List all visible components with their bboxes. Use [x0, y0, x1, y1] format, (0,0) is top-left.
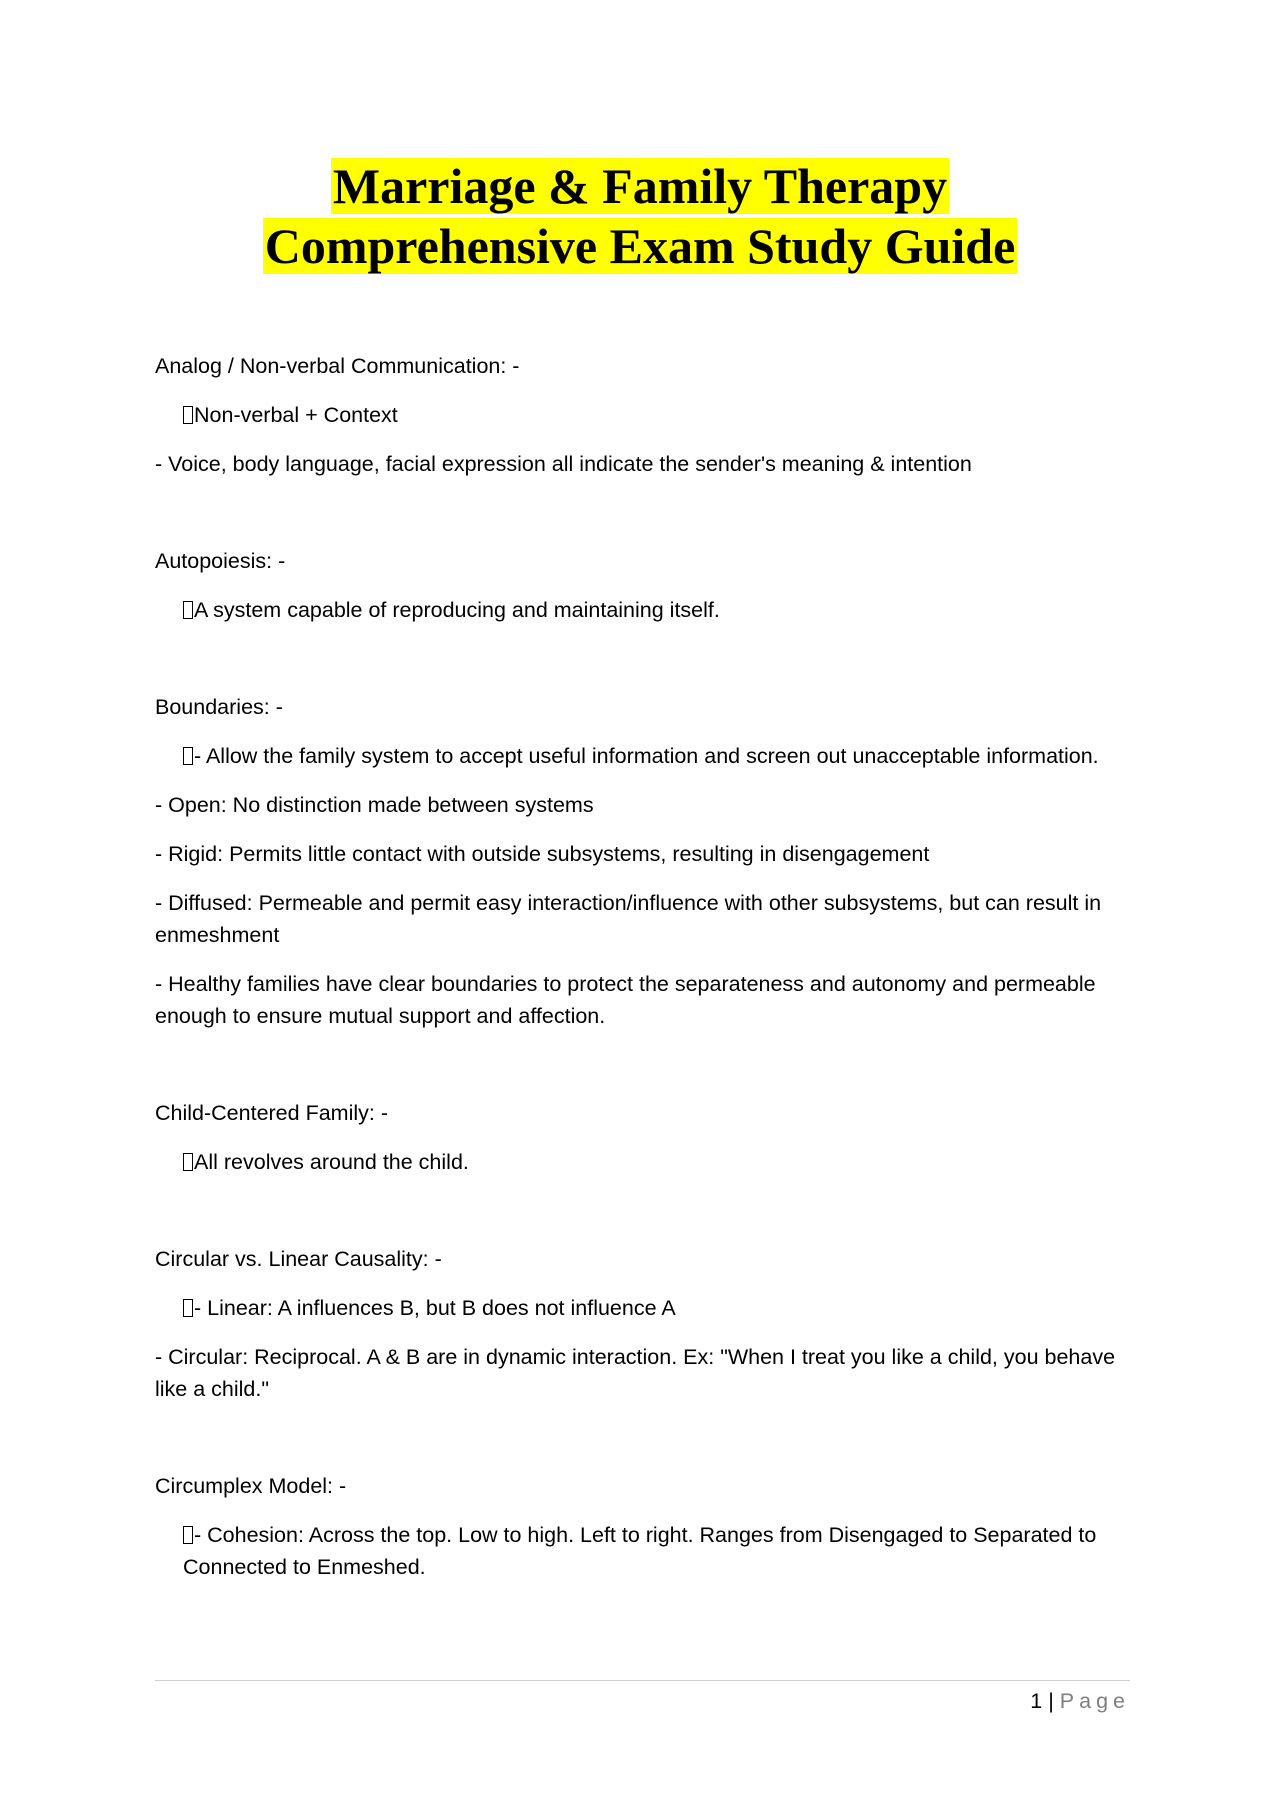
- title-line-2: Comprehensive Exam Study Guide: [264, 218, 1016, 274]
- glossary-content: [155, 350, 1135, 1583]
- entry-term: Circular vs. Linear Causality: -: [155, 1247, 442, 1271]
- missing-glyph-icon: [183, 1153, 193, 1171]
- entry-line: - Rigid: Permits little contact with outside subsystems, resulting in disengagement: [155, 842, 930, 866]
- footer-separator: |: [1048, 1689, 1054, 1713]
- glossary-entry: [155, 691, 1135, 1032]
- missing-glyph-icon: [183, 1526, 193, 1544]
- entry-line: A system capable of reproducing and maintaining itself.: [155, 594, 1135, 626]
- glossary-entry: [155, 1243, 1135, 1405]
- glossary-entry: [155, 545, 1135, 626]
- missing-glyph-icon: [183, 1299, 193, 1317]
- page-label: Page: [1059, 1689, 1130, 1713]
- entry-line: - Allow the family system to accept useful information and screen out unacceptable information.: [155, 740, 1135, 772]
- document-title: [0, 156, 1280, 276]
- entry-line: - Voice, body language, facial expression all indicate the sender's meaning & intention: [155, 452, 972, 476]
- glossary-entry: [155, 1097, 1135, 1178]
- missing-glyph-icon: [183, 601, 193, 619]
- missing-glyph-icon: [183, 406, 193, 424]
- entry-term: Autopoiesis: -: [155, 549, 286, 573]
- entry-line: - Linear: A influences B, but B does not influence A: [155, 1292, 1135, 1324]
- page-footer: [155, 1686, 1130, 1716]
- entry-line: - Open: No distinction made between systems: [155, 793, 594, 817]
- glossary-entry: [155, 350, 1135, 480]
- entry-line: - Healthy families have clear boundaries to protect the separateness and autonomy and permeable enough to ensure mutual support and affection.: [155, 972, 1096, 1028]
- missing-glyph-icon: [183, 747, 193, 765]
- entry-line: Non-verbal + Context: [155, 399, 1135, 431]
- entry-term: Analog / Non-verbal Communication: -: [155, 354, 520, 378]
- glossary-entry: [155, 1470, 1135, 1583]
- entry-line: - Diffused: Permeable and permit easy interaction/influence with other subsystems, but can result in enmeshment: [155, 891, 1102, 947]
- entry-line: All revolves around the child.: [155, 1146, 1135, 1178]
- entry-term: Child-Centered Family: -: [155, 1101, 388, 1125]
- footer-divider: [155, 1680, 1130, 1681]
- entry-term: Circumplex Model: -: [155, 1474, 347, 1498]
- title-line-1: Marriage & Family Therapy: [332, 158, 948, 214]
- entry-line: - Circular: Reciprocal. A & B are in dynamic interaction. Ex: "When I treat you like a child, you behave like a child.": [155, 1345, 1116, 1401]
- entry-term: Boundaries: -: [155, 695, 283, 719]
- page-number: 1: [1030, 1689, 1043, 1713]
- entry-line: - Cohesion: Across the top. Low to high. Left to right. Ranges from Disengaged to Separated to Connected to Enmeshed.: [183, 1523, 1097, 1579]
